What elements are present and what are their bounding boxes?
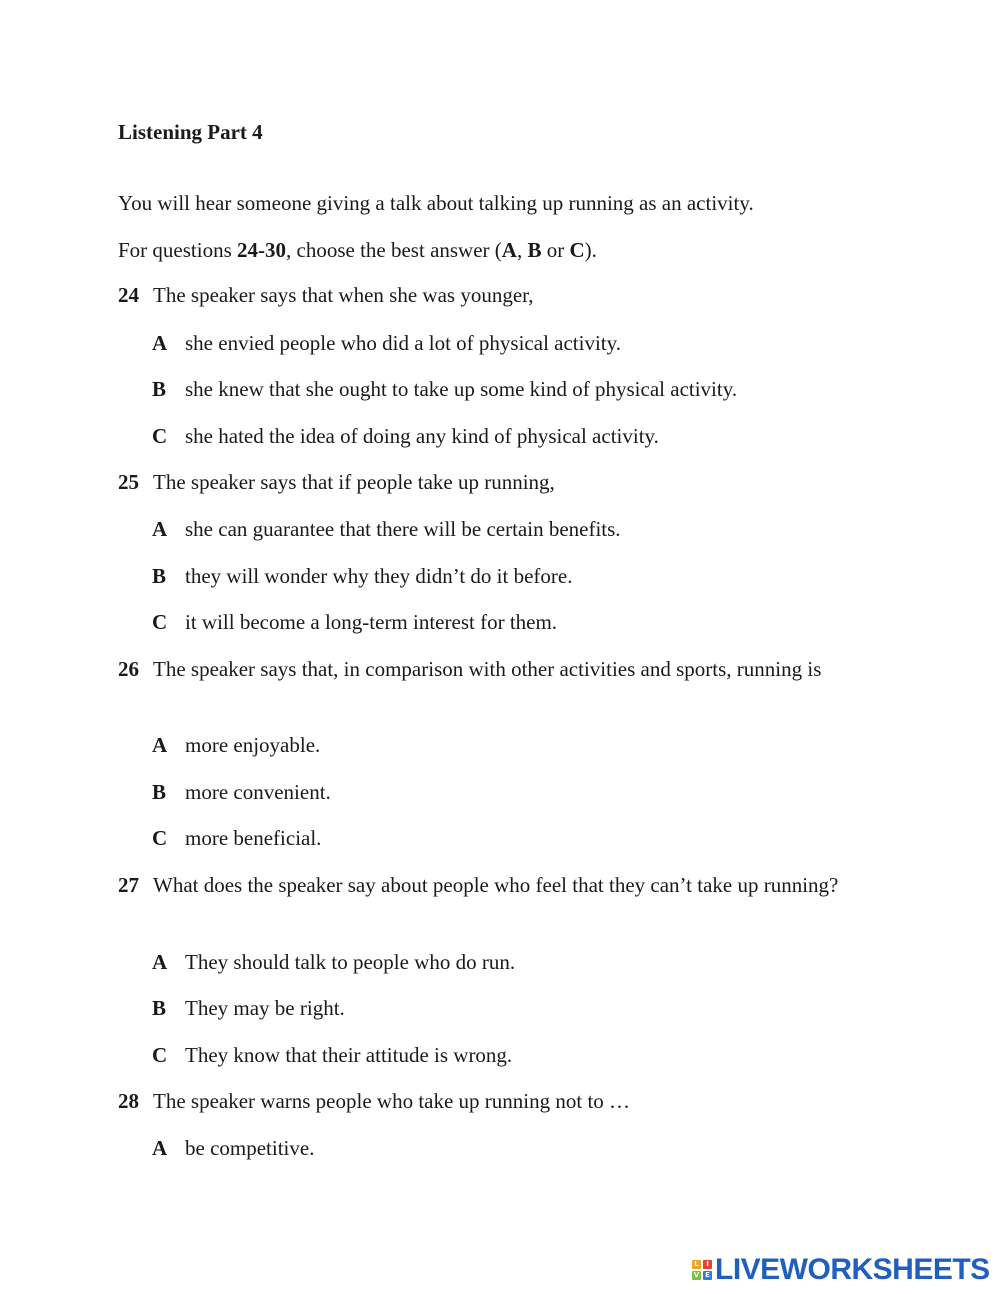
option-letter: C (152, 424, 168, 448)
option-text: be competitive. (185, 1136, 315, 1160)
question-text: The speaker says that, in comparison with other activities and sports, running is (153, 657, 822, 681)
page-title: Listening Part 4 (118, 120, 263, 144)
question-24 (118, 280, 878, 310)
instructions-a: A (501, 238, 517, 262)
question-26 (118, 654, 878, 684)
instructions-middle: , choose the best answer ( (286, 238, 502, 262)
option-text: it will become a long-term interest for them. (185, 610, 558, 634)
question-25 (118, 467, 878, 497)
option-letter: C (152, 826, 168, 850)
logo-mark-tile: E (703, 1271, 712, 1280)
option-26-a[interactable] (152, 732, 872, 758)
option-text: They know that their attitude is wrong. (185, 1043, 513, 1067)
liveworksheets-logo (692, 1253, 990, 1286)
question-number: 24 (118, 283, 139, 307)
option-letter: A (152, 733, 168, 757)
option-letter: B (152, 377, 167, 401)
option-28-a[interactable] (152, 1135, 872, 1161)
question-27 (118, 870, 878, 900)
option-letter: C (152, 1043, 168, 1067)
option-letter: B (152, 564, 167, 588)
option-letter: B (152, 996, 167, 1020)
question-number: 27 (118, 873, 139, 897)
instructions-prefix: For questions (118, 238, 238, 262)
option-text: they will wonder why they didn’t do it before. (185, 564, 573, 588)
option-text: more enjoyable. (185, 733, 321, 757)
option-26-b[interactable] (152, 779, 872, 805)
option-27-c[interactable] (152, 1042, 872, 1068)
option-24-c[interactable] (152, 423, 872, 449)
option-27-a[interactable] (152, 949, 872, 975)
instructions-range: 24-30 (237, 238, 287, 262)
logo-mark-tile: L (692, 1260, 701, 1269)
instructions-b: B (527, 238, 542, 262)
option-text: They should talk to people who do run. (185, 950, 516, 974)
logo-mark-tile: I (703, 1260, 712, 1269)
option-text: They may be right. (185, 996, 345, 1020)
question-text: The speaker says that when she was younger, (153, 283, 534, 307)
option-25-c[interactable] (152, 609, 872, 635)
option-letter: A (152, 950, 168, 974)
option-24-b[interactable] (152, 376, 872, 402)
option-text: she can guarantee that there will be certain benefits. (185, 517, 621, 541)
logo-text: LIVEWORKSHEETS (715, 1253, 990, 1286)
instructions-suffix: ). (584, 238, 597, 262)
option-letter: A (152, 1136, 168, 1160)
option-25-b[interactable] (152, 563, 872, 589)
option-letter: A (152, 517, 168, 541)
question-28 (118, 1086, 878, 1116)
option-26-c[interactable] (152, 825, 872, 851)
instructions-c: C (569, 238, 585, 262)
option-text: she envied people who did a lot of physical activity. (185, 331, 622, 355)
instructions-sep2: or (541, 238, 570, 262)
intro-text: You will hear someone giving a talk about talking up running as an activity. (118, 191, 754, 215)
option-27-b[interactable] (152, 995, 872, 1021)
option-25-a[interactable] (152, 516, 872, 542)
option-text: she knew that she ought to take up some kind of physical activity. (185, 377, 738, 401)
option-letter: B (152, 780, 167, 804)
question-number: 26 (118, 657, 139, 681)
question-number: 25 (118, 470, 139, 494)
question-text: What does the speaker say about people who feel that they can’t take up running? (153, 873, 839, 897)
option-text: she hated the idea of doing any kind of physical activity. (185, 424, 659, 448)
option-text: more beneficial. (185, 826, 322, 850)
liveworksheets-mark-icon (692, 1260, 712, 1280)
option-24-a[interactable] (152, 330, 872, 356)
logo-mark-tile: V (693, 1271, 700, 1279)
question-text: The speaker says that if people take up running, (153, 470, 555, 494)
option-text: more convenient. (185, 780, 331, 804)
instructions (118, 237, 878, 263)
question-number: 28 (118, 1089, 139, 1113)
option-letter: A (152, 331, 168, 355)
question-text: The speaker warns people who take up running not to … (153, 1089, 631, 1113)
instructions-sep1: , (516, 238, 528, 262)
option-letter: C (152, 610, 168, 634)
